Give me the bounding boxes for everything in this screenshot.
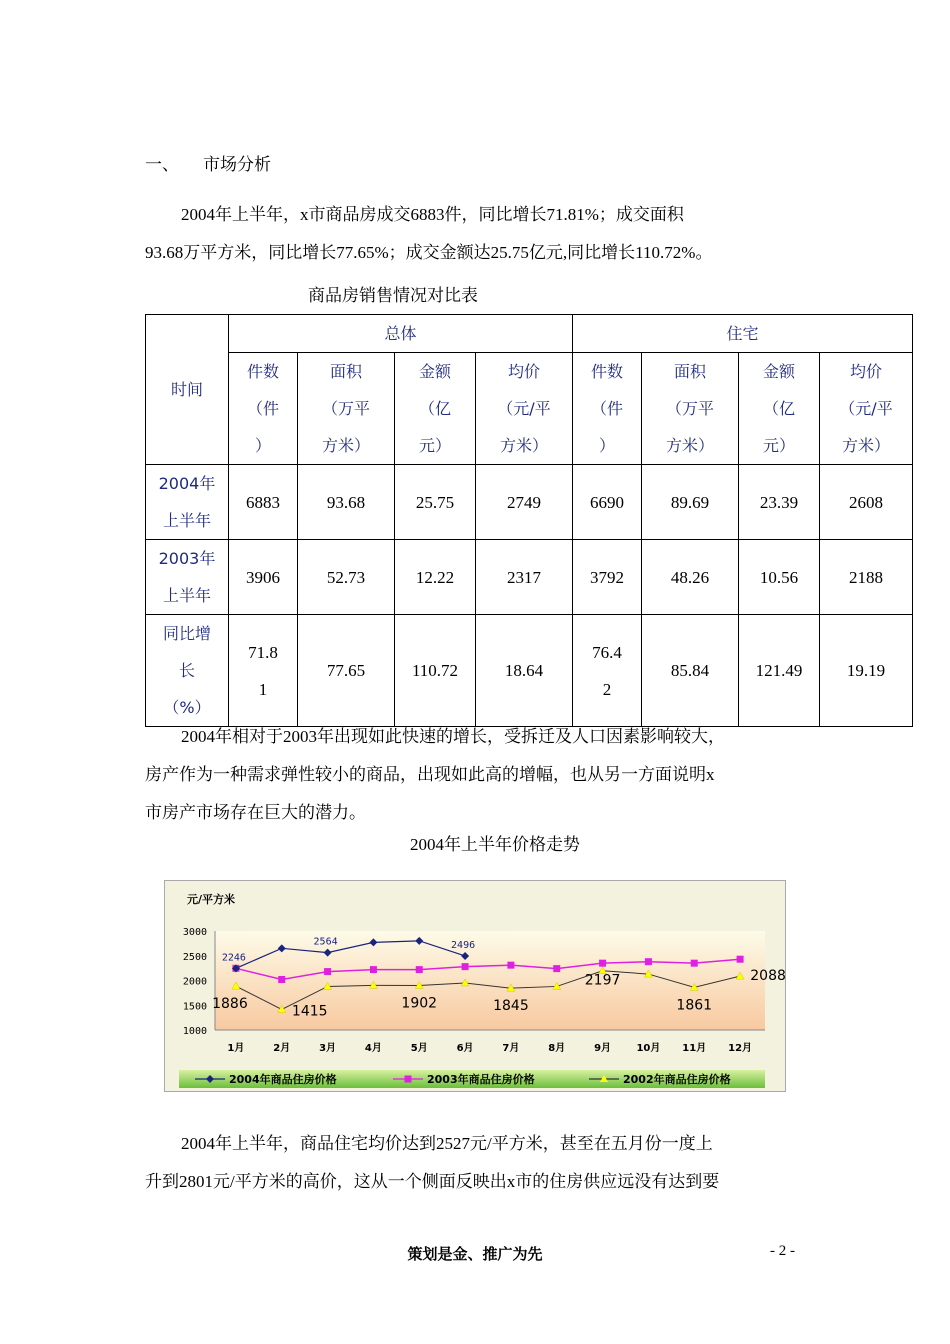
paragraph-2 — [145, 718, 810, 832]
column-header-line: （亿 — [762, 399, 795, 418]
time-header: 时间 — [146, 315, 229, 465]
chart-title: 2004年上半年价格走势 — [410, 835, 580, 854]
group-total-header: 总体 — [229, 315, 573, 353]
column-header — [573, 353, 642, 465]
footer-slogan: 策划是金、推广为先 — [407, 1245, 543, 1263]
data-label-2002: 1845 — [493, 998, 529, 1015]
column-header — [476, 353, 573, 465]
paragraph-line: 市房产市场存在巨大的潜力。 — [145, 803, 366, 822]
column-header — [739, 353, 820, 465]
y-tick-label: 2500 — [182, 951, 207, 963]
data-label-2004: 2564 — [313, 936, 338, 948]
row-label-line: 2003年 — [158, 549, 216, 568]
table-cell: 121.49 — [739, 615, 820, 727]
series-point-2003 — [278, 976, 285, 983]
table-cell: 76.4 2 — [573, 615, 642, 727]
row-label-line: （%） — [163, 698, 211, 717]
table-cell: 48.26 — [642, 540, 739, 615]
column-header — [820, 353, 913, 465]
column-header-line: 件数 — [590, 362, 623, 381]
column-header — [395, 353, 476, 465]
column-header-line: （亿 — [418, 399, 451, 418]
row-label-line: 长 — [178, 661, 195, 680]
table-cell: 2749 — [476, 465, 573, 540]
table-cell: 3792 — [573, 540, 642, 615]
x-tick-label: 7月 — [502, 1043, 520, 1054]
section-heading — [145, 150, 271, 175]
paragraph-line: 2004年上半年，商品住宅均价达到2527元/平方米，甚至在五月份一度上 — [181, 1134, 713, 1153]
section-title: 市场分析 — [203, 155, 271, 174]
table-cell: 23.39 — [739, 465, 820, 540]
column-header-line: （件 — [590, 399, 623, 418]
column-header-line: 均价 — [849, 362, 882, 381]
table-caption: 商品房销售情况对比表 — [308, 286, 478, 305]
x-tick-label: 1月 — [227, 1043, 245, 1054]
data-label-2004: 2246 — [221, 952, 246, 964]
data-label-2002: 1902 — [401, 995, 438, 1012]
data-label-2002: 1886 — [212, 996, 248, 1013]
data-label-2002: 1415 — [291, 1003, 328, 1020]
row-label-line: 上半年 — [162, 586, 211, 605]
data-label-2004: 2496 — [451, 939, 476, 951]
table-cell: 12.22 — [395, 540, 476, 615]
table-cell: 2317 — [476, 540, 573, 615]
column-header-line: （元/平 — [839, 399, 893, 418]
group-residential-header: 住宅 — [573, 315, 913, 353]
table-cell: 6883 — [229, 465, 298, 540]
column-header — [229, 353, 298, 465]
series-point-2003 — [507, 962, 514, 969]
series-point-2003 — [691, 960, 698, 967]
paragraph-line: 房产作为一种需求弹性较小的商品，出现如此高的增幅，也从另一方面说明x — [145, 765, 715, 784]
paragraph-line: 升到2801元/平方米的高价，这从一个侧面反映出x市的住房供应远没有达到要 — [145, 1172, 720, 1191]
legend-label: 2002年商品住房价格 — [623, 1073, 731, 1086]
table-cell: 71.8 1 — [229, 615, 298, 727]
column-header-line: 面积 — [329, 362, 362, 381]
x-tick-label: 3月 — [319, 1043, 337, 1054]
column-header-line: 元） — [418, 436, 451, 455]
x-tick-label: 4月 — [364, 1043, 382, 1054]
table-cell: 6690 — [573, 465, 642, 540]
column-header-line: ） — [254, 436, 271, 455]
row-label-line: 上半年 — [162, 511, 211, 530]
column-header-line: （元/平 — [497, 399, 551, 418]
column-header-line: 面积 — [673, 362, 706, 381]
y-tick-label: 1500 — [182, 1001, 207, 1013]
chart-svg — [165, 881, 785, 1091]
y-axis-label: 元/平方米 — [187, 893, 236, 906]
series-point-2003 — [370, 966, 377, 973]
page-number: - 2 - — [770, 1243, 795, 1259]
column-header-line: ） — [598, 436, 615, 455]
data-label-2002: 1861 — [676, 997, 713, 1014]
y-tick-label: 1000 — [182, 1026, 207, 1037]
column-header-line: （件 — [246, 399, 279, 418]
paragraph-line: 2004年上半年，x市商品房成交6883件，同比增长71.81%；成交面积 — [181, 205, 684, 224]
paragraph-line: 2004年相对于2003年出现如此快速的增长，受拆迁及人口因素影响较大， — [181, 727, 725, 746]
column-header-line: 方米） — [499, 436, 548, 455]
paragraph-3 — [145, 1125, 810, 1201]
price-trend-chart — [164, 880, 786, 1092]
column-header-line: 件数 — [246, 362, 279, 381]
column-header — [298, 353, 395, 465]
data-label-2002: 2088 — [750, 968, 785, 985]
column-header-line: （万平 — [665, 399, 714, 418]
legend-marker — [405, 1076, 412, 1083]
data-label-2002: 2197 — [584, 972, 621, 989]
table-cell: 2188 — [820, 540, 913, 615]
x-tick-label: 6月 — [456, 1043, 474, 1054]
legend-label: 2003年商品住房价格 — [427, 1073, 535, 1086]
column-header — [642, 353, 739, 465]
table-cell: 85.84 — [642, 615, 739, 727]
table-cell: 110.72 — [395, 615, 476, 727]
series-point-2003 — [645, 958, 652, 965]
column-header-line: 方米） — [665, 436, 714, 455]
series-point-2003 — [462, 963, 469, 970]
x-tick-label: 5月 — [410, 1043, 428, 1054]
y-tick-label: 2000 — [182, 976, 207, 988]
table-cell: 52.73 — [298, 540, 395, 615]
legend-label: 2004年商品住房价格 — [229, 1073, 337, 1086]
x-tick-label: 10月 — [636, 1043, 661, 1054]
table-cell: 3906 — [229, 540, 298, 615]
column-header-line: 方米） — [841, 436, 890, 455]
series-point-2003 — [553, 965, 560, 972]
row-label — [146, 615, 229, 727]
table-cell: 25.75 — [395, 465, 476, 540]
y-tick-label: 3000 — [182, 927, 207, 938]
column-header-line: 金额 — [762, 362, 795, 381]
paragraph-line: 93.68万平方米，同比增长77.65%；成交金额达25.75亿元,同比增长110.72%。 — [145, 243, 713, 262]
column-header-line: 均价 — [507, 362, 540, 381]
series-point-2003 — [737, 956, 744, 963]
row-label-line: 2004年 — [158, 474, 216, 493]
sales-comparison-table — [145, 314, 913, 727]
table-cell: 2608 — [820, 465, 913, 540]
x-tick-label: 12月 — [728, 1043, 753, 1054]
table-cell: 19.19 — [820, 615, 913, 727]
row-label-line: 同比增 — [162, 624, 211, 643]
paragraph-1 — [145, 196, 810, 272]
x-tick-label: 11月 — [682, 1043, 707, 1054]
section-number: 一、 — [145, 155, 179, 174]
table-cell: 93.68 — [298, 465, 395, 540]
series-point-2003 — [416, 966, 423, 973]
series-point-2003 — [599, 960, 606, 967]
x-tick-label: 9月 — [594, 1043, 612, 1054]
x-tick-label: 8月 — [548, 1043, 566, 1054]
table-cell: 77.65 — [298, 615, 395, 727]
column-header-line: 元） — [762, 436, 795, 455]
x-tick-label: 2月 — [273, 1043, 291, 1054]
table-cell: 18.64 — [476, 615, 573, 727]
row-label — [146, 465, 229, 540]
series-point-2003 — [324, 968, 331, 975]
table-cell: 10.56 — [739, 540, 820, 615]
row-label — [146, 540, 229, 615]
column-header-line: 方米） — [321, 436, 370, 455]
column-header-line: （万平 — [321, 399, 370, 418]
table-cell: 89.69 — [642, 465, 739, 540]
column-header-line: 金额 — [418, 362, 451, 381]
